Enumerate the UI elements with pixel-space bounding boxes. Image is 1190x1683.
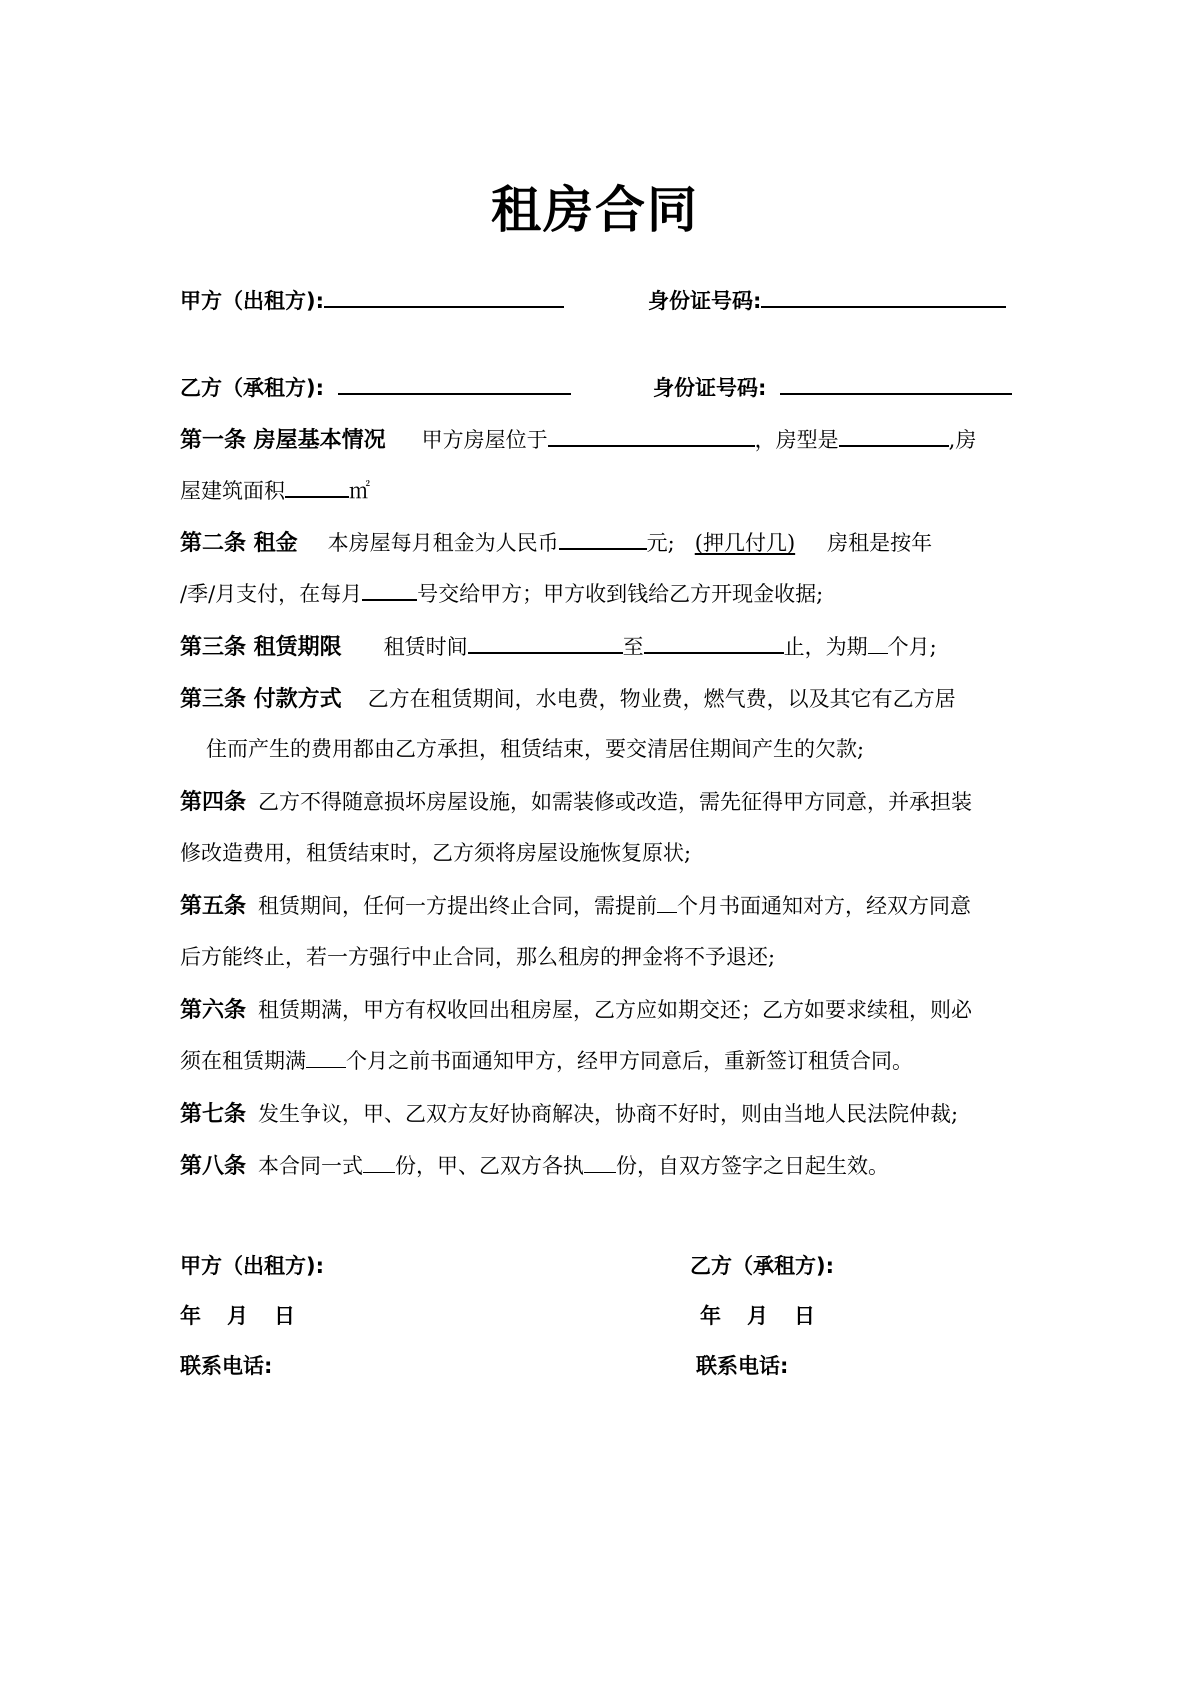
clause-1-text: ，房型是	[754, 428, 839, 452]
clause-6-text: 须在租赁期满	[180, 1049, 306, 1073]
clause-8-text: 份，甲、乙双方各执	[395, 1154, 585, 1178]
clause-7-heading: 第七条	[180, 1102, 247, 1127]
clause-7-text: 发生争议，甲、乙双方友好协商解决，协商不好时，则由当地人民法院仲裁;	[258, 1102, 959, 1126]
room-type-blank[interactable]	[839, 427, 949, 447]
clause-1-line-2	[180, 475, 370, 505]
clause-3-text: 个月;	[887, 635, 937, 659]
document-title: 租房合同	[491, 181, 699, 239]
clause-8-line-1	[180, 1149, 889, 1180]
signature-b-date	[700, 1300, 815, 1330]
clause-3-line-1	[180, 630, 937, 661]
clause-1-text: 甲方房屋位于	[421, 428, 548, 452]
party-a-id-row	[648, 285, 1006, 315]
signature-a-phone: 联系电话:	[180, 1354, 273, 1378]
rent-amount-blank[interactable]	[559, 530, 647, 550]
party-a-row	[180, 285, 564, 315]
party-a-label: 甲方（出租方):	[180, 289, 324, 313]
clause-2-text: 房租是按年	[827, 531, 933, 555]
clause-8-text: 份，自双方签字之日起生效。	[616, 1154, 890, 1178]
clause-4-text: 乙方不得随意损坏房屋设施，如需装修或改造，需先征得甲方同意，并承担装	[258, 790, 973, 814]
party-a-id-label: 身份证号码:	[648, 289, 762, 313]
clause-2-heading: 第二条 租金	[180, 531, 298, 556]
party-b-id-label: 身份证号码:	[653, 376, 767, 400]
copies-each-blank[interactable]	[584, 1154, 616, 1173]
clause-1-line-1	[180, 423, 976, 454]
clause-2-text: /季/月支付，在每月	[180, 582, 363, 606]
clause-4-text: 修改造费用，租赁结束时，乙方须将房屋设施恢复原状;	[180, 841, 692, 865]
clause-payment-line-1	[180, 682, 956, 713]
party-a-id-blank[interactable]	[761, 288, 1006, 308]
clause-6-line-1	[180, 993, 972, 1024]
clause-2-text: 号交给甲方；甲方收到钱给乙方开现金收据;	[417, 582, 824, 606]
signature-a-label: 甲方（出租方):	[180, 1254, 324, 1278]
clause-1-text: ,房	[948, 428, 977, 452]
party-b-row	[180, 372, 571, 402]
party-a-name-blank[interactable]	[324, 288, 564, 308]
clause-3-heading: 第三条 租赁期限	[180, 635, 342, 660]
copies-total-blank[interactable]	[363, 1154, 395, 1173]
clause-payment-text: 住而产生的费用都由乙方承担，租赁结束，要交清居住期间产生的欠款;	[206, 737, 865, 761]
lease-start-blank[interactable]	[468, 634, 623, 654]
clause-5-text: 租赁期间，任何一方提出终止合同，需提前	[258, 894, 658, 918]
day-label: 日	[794, 1304, 815, 1328]
clause-2-text: 元;	[646, 531, 675, 555]
payment-schedule-blank[interactable]: (押几付几)	[694, 531, 796, 555]
clause-6-line-2	[180, 1045, 913, 1075]
clause-6-text: 租赁期满，甲方有权收回出租房屋，乙方应如期交还；乙方如要求续租，则必	[258, 998, 973, 1022]
party-b-label: 乙方（承租方):	[180, 376, 324, 400]
signature-a-date	[180, 1300, 295, 1330]
month-label: 月	[747, 1304, 768, 1328]
clause-4-line-1	[180, 785, 972, 816]
address-blank[interactable]	[548, 427, 755, 447]
pay-day-blank[interactable]	[362, 581, 417, 601]
clause-6-heading: 第六条	[180, 998, 247, 1023]
notice-months-blank[interactable]	[657, 894, 677, 913]
clause-5-text: 个月书面通知对方，经双方同意	[677, 894, 972, 918]
clause-4-line-2	[180, 837, 691, 867]
clause-3-text: 租赁时间	[383, 635, 468, 659]
renewal-notice-blank[interactable]	[306, 1049, 346, 1068]
clause-6-text: 个月之前书面通知甲方，经甲方同意后，重新签订租赁合同。	[346, 1049, 913, 1073]
clause-5-line-2	[180, 941, 775, 971]
clause-3-text: 止，为期	[783, 635, 868, 659]
area-unit: ㎡	[349, 479, 370, 503]
clause-4-heading: 第四条	[180, 790, 247, 815]
clause-5-text: 后方能终止，若一方强行中止合同，那么租房的押金将不予退还;	[180, 945, 776, 969]
clause-8-text: 本合同一式	[258, 1154, 364, 1178]
clause-5-line-1	[180, 889, 971, 920]
clause-1-heading: 第一条 房屋基本情况	[180, 428, 386, 453]
signature-b-phone: 联系电话:	[696, 1354, 789, 1378]
clause-payment-heading: 第三条 付款方式	[180, 687, 342, 712]
party-b-id-row	[653, 372, 1012, 402]
area-blank[interactable]	[285, 478, 349, 498]
clause-payment-text: 乙方在租赁期间，水电费，物业费，燃气费，以及其它有乙方居	[367, 687, 956, 711]
clause-1-text: 屋建筑面积	[180, 479, 285, 503]
clause-7-line-1	[180, 1097, 958, 1128]
clause-8-heading: 第八条	[180, 1154, 247, 1179]
signature-b-label: 乙方（承租方):	[690, 1254, 834, 1278]
lease-months-blank[interactable]	[868, 635, 888, 654]
day-label: 日	[274, 1304, 295, 1328]
lease-end-blank[interactable]	[644, 634, 784, 654]
clause-2-text: 本房屋每月租金为人民币	[327, 531, 559, 555]
clause-5-heading: 第五条	[180, 894, 247, 919]
party-b-name-blank[interactable]	[338, 375, 571, 395]
clause-2-line-1	[180, 526, 932, 557]
party-b-id-blank[interactable]	[780, 375, 1012, 395]
year-label: 年	[700, 1304, 721, 1328]
month-label: 月	[227, 1304, 248, 1328]
clause-3-text: 至	[622, 635, 644, 659]
clause-2-line-2	[180, 578, 823, 608]
clause-payment-line-2	[206, 733, 864, 763]
year-label: 年	[180, 1304, 201, 1328]
